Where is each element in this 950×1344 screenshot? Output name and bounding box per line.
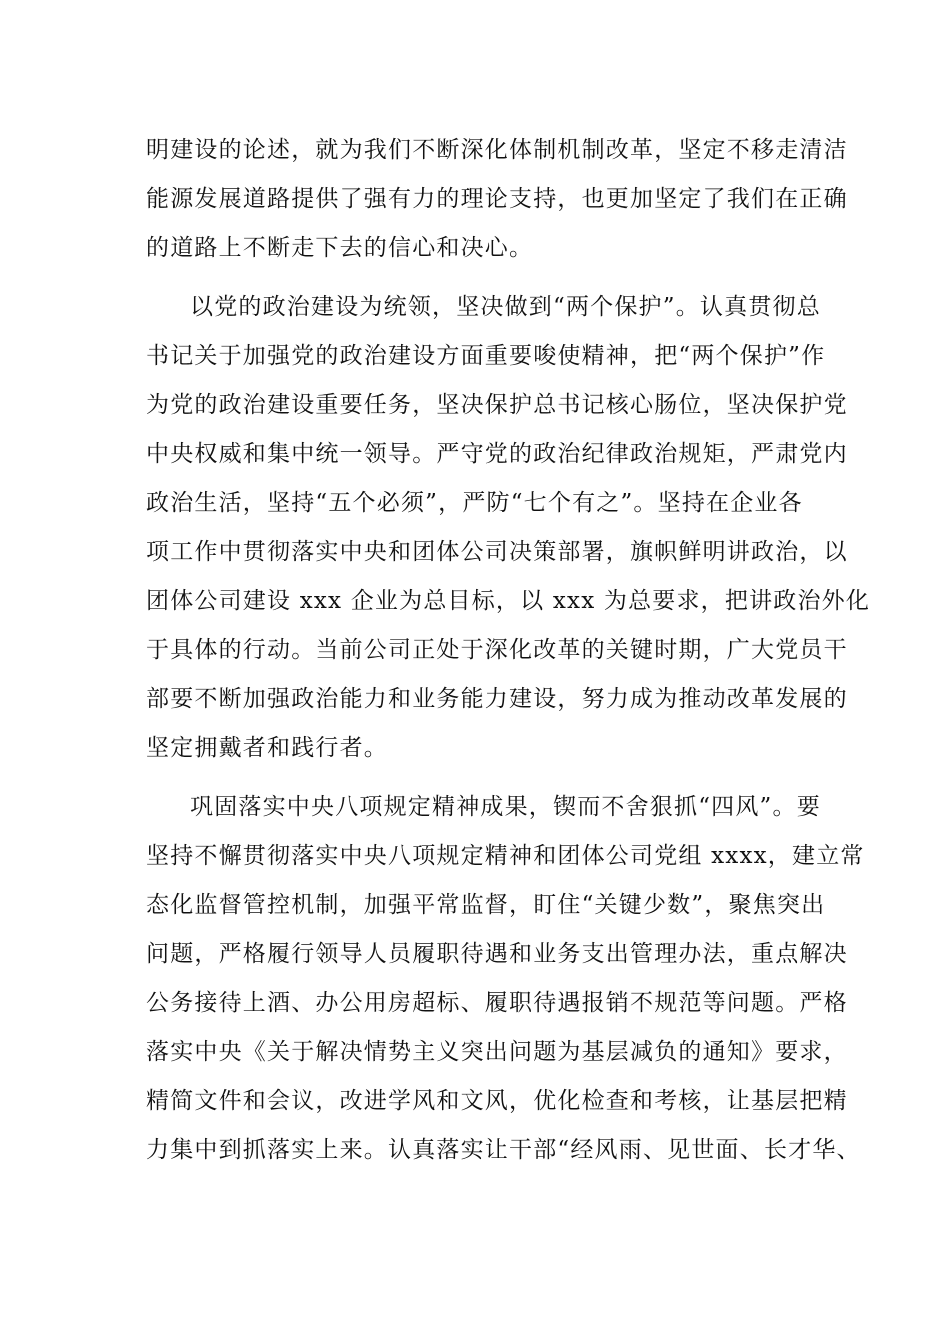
- text-line: 问题，严格履行领导人员履职待遇和业务支出管理办法，重点解决: [146, 941, 848, 967]
- paragraph-gap: [146, 773, 826, 783]
- text-line: 力集中到抓落实上来。认真落实让干部“经风雨、见世面、长才华、: [146, 1137, 861, 1163]
- text-line: 项工作中贯彻落实中央和团体公司决策部署，旗帜鲜明讲政治，以: [146, 539, 848, 565]
- text-line: 态化监督管控机制，加强平常监督，盯住“关键少数”，聚焦突出: [146, 892, 826, 918]
- paragraph: [146, 783, 865, 1175]
- text-line: 政治生活，坚持“五个必须”，严防“七个有之”。坚持在企业各: [146, 490, 803, 516]
- text-line: 以党的政治建设为统领，坚决做到“两个保护”。认真贯彻总: [190, 294, 821, 320]
- text-line: 明建设的论述，就为我们不断深化体制机制改革，坚定不移走清洁: [146, 137, 848, 163]
- text-line: 公务接待上酒、办公用房超标、履职待遇报销不规范等问题。严格: [146, 990, 848, 1016]
- text-line: 部要不断加强政治能力和业务能力建设，努力成为推动改革发展的: [146, 686, 848, 712]
- text-line: 的道路上不断走下去的信心和决心。: [146, 235, 534, 261]
- text-line: 中央权威和集中统一领导。严守党的政治纪律政治规矩，严肃党内: [146, 441, 848, 467]
- text-line: 为党的政治建设重要任务，坚决保护总书记核心肠位，坚决保护党: [146, 392, 848, 418]
- text-line: 精简文件和会议，改进学风和文风，优化检查和考核，让基层把精: [146, 1088, 848, 1114]
- text-line: 能源发展道路提供了强有力的理论支持，也更加坚定了我们在正确: [146, 186, 848, 212]
- document-body: [146, 126, 871, 1175]
- text-line: 坚定拥戴者和践行者。: [146, 735, 388, 761]
- text-line: 坚持不懈贯彻落实中央八项规定精神和团体公司党组 xxxx，建立常: [146, 843, 865, 869]
- paragraph: [146, 283, 871, 773]
- paragraph-gap: [146, 273, 826, 283]
- text-line: 书记关于加强党的政治建设方面重要唆使精神，把“两个保护”作: [146, 343, 826, 369]
- text-line: 于具体的行动。当前公司正处于深化改革的关键时期，广大党员干: [146, 637, 848, 663]
- text-line: 巩固落实中央八项规定精神成果，锲而不舍狠抓“四风”。要: [190, 794, 821, 820]
- text-line: 落实中央《关于解决情势主义突出问题为基层减负的通知》要求，: [146, 1039, 848, 1065]
- paragraph: [146, 126, 848, 273]
- text-line: 团体公司建设 xxx 企业为总目标，以 xxx 为总要求，把讲政治外化: [146, 588, 871, 614]
